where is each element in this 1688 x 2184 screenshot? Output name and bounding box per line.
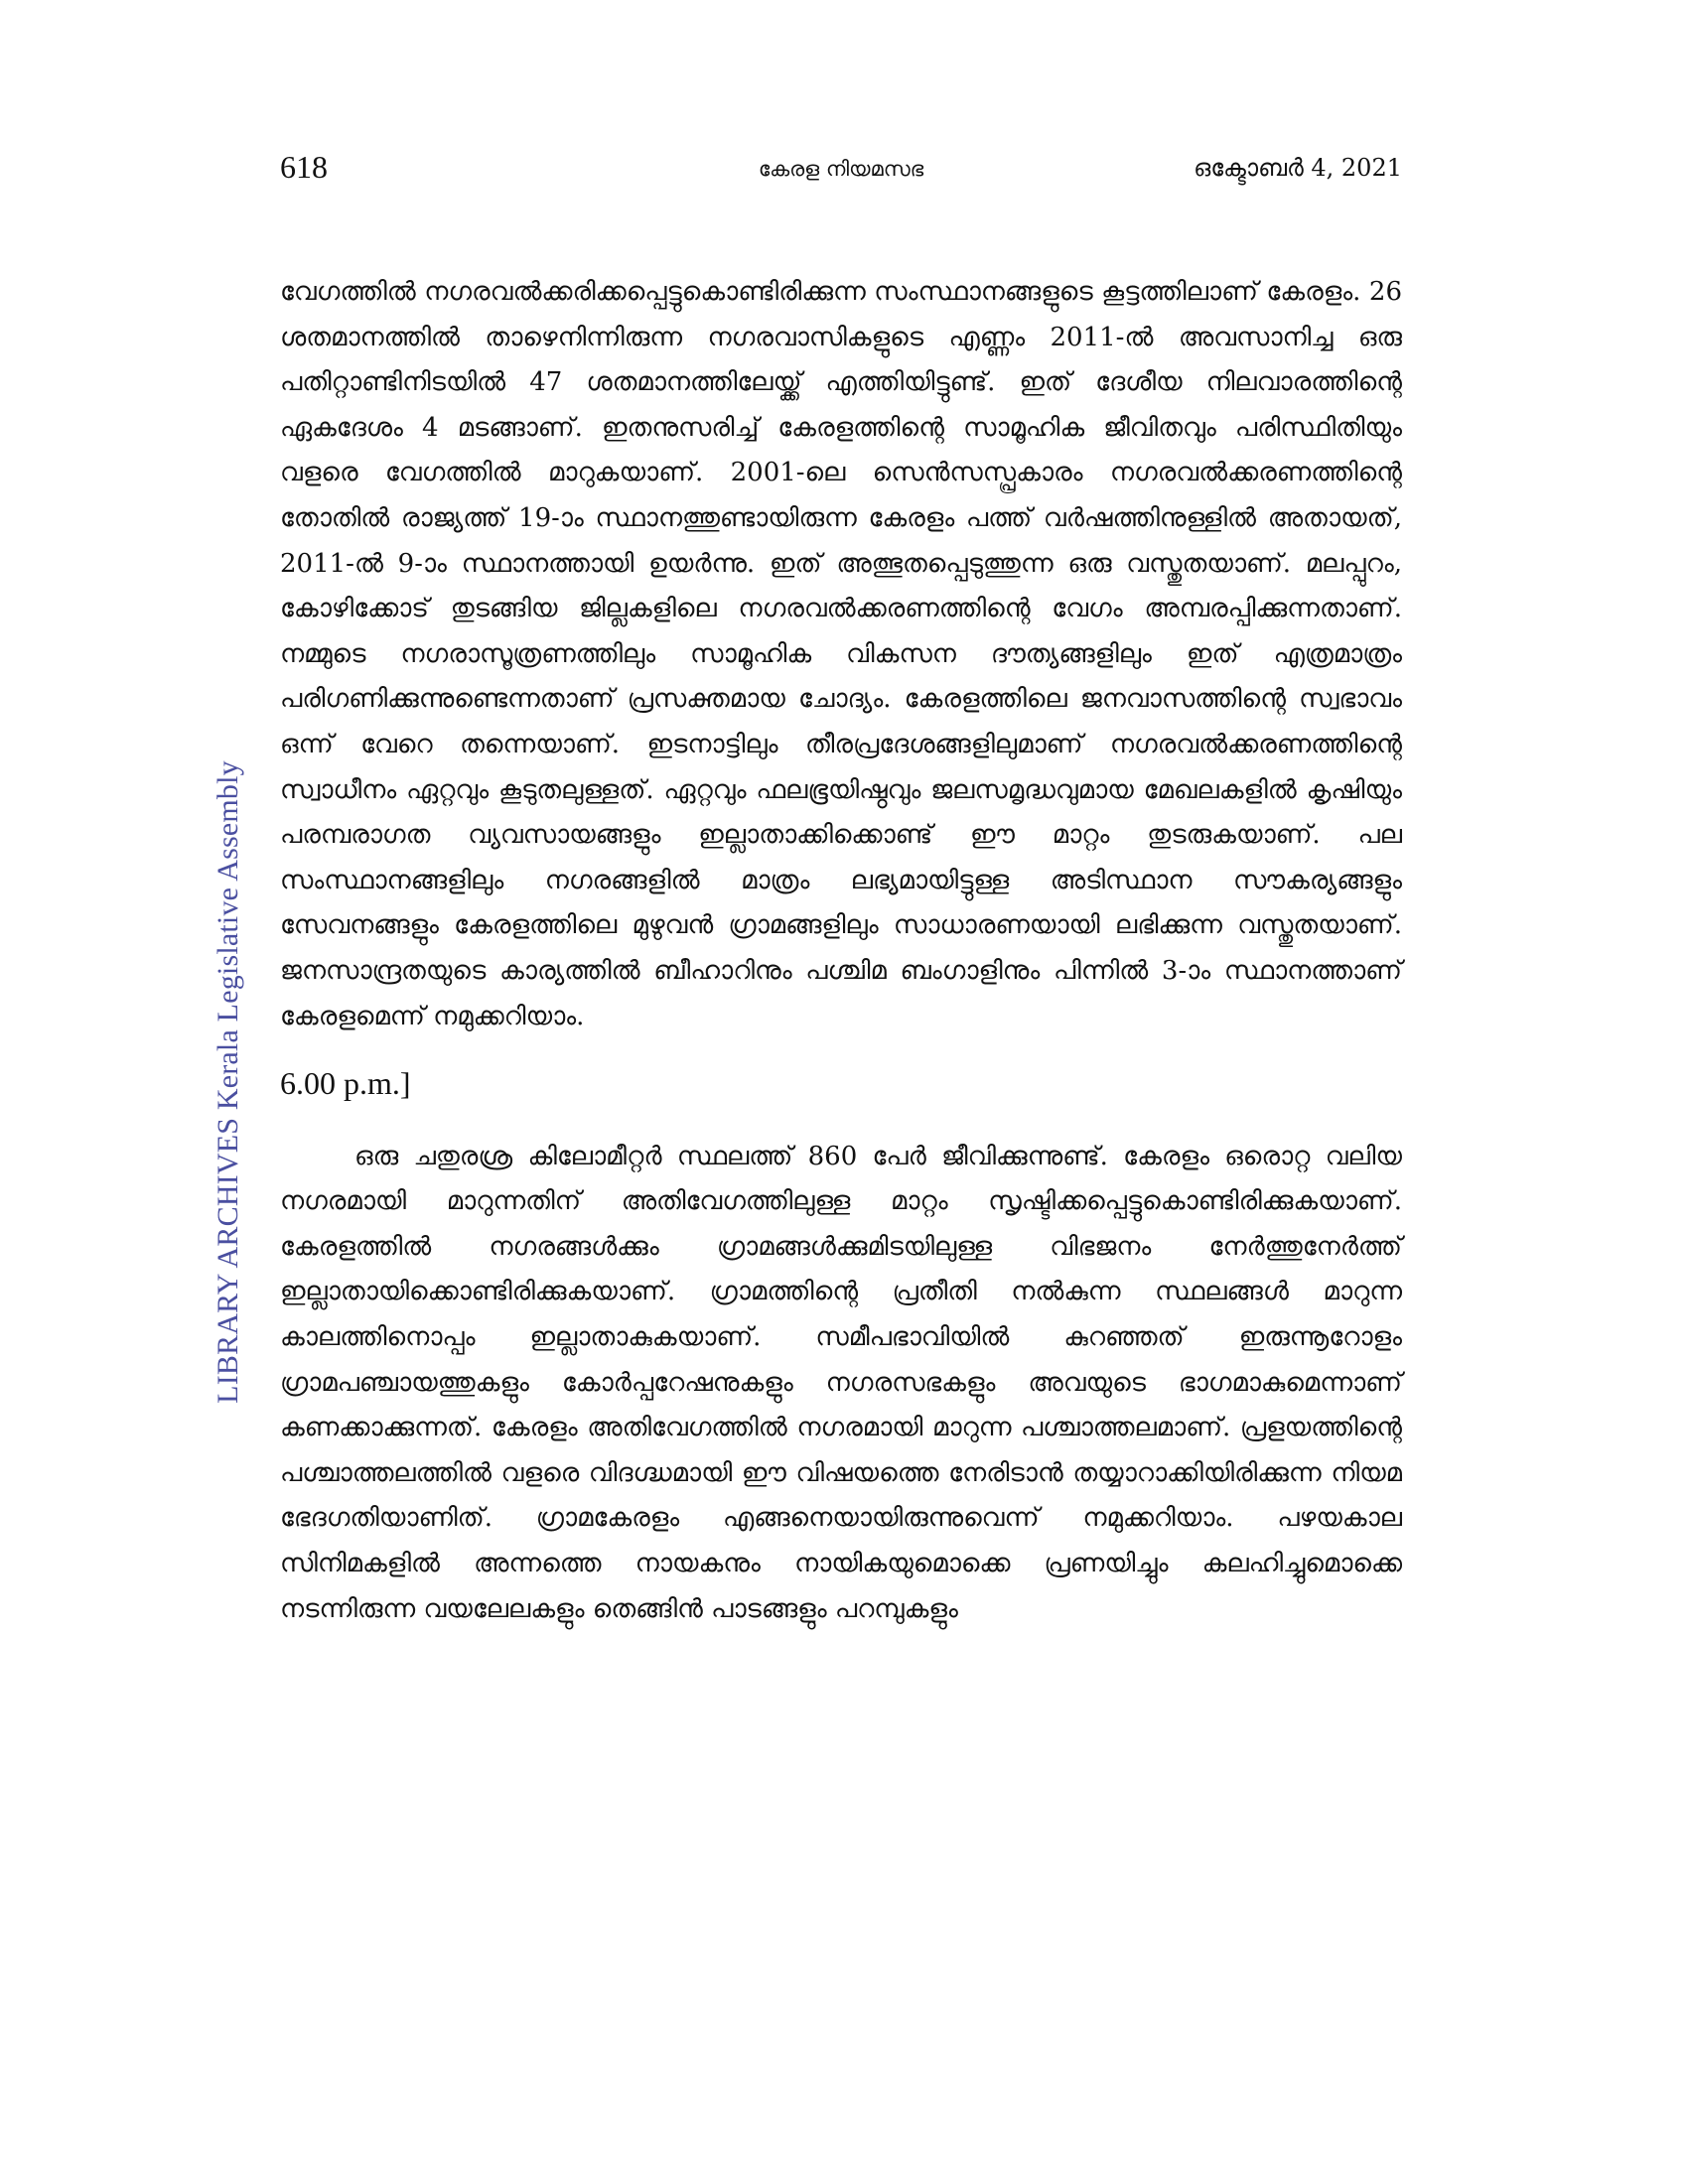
running-title: കേരള നിയമസഭ xyxy=(758,157,924,181)
header-date: ഒക്ടോബർ 4, 2021 xyxy=(1194,154,1402,182)
paragraph: വേഗത്തിൽ നഗരവൽക്കരിക്കപ്പെട്ടുകൊണ്ടിരിക്കുന്ന സംസ്ഥാനങ്ങളുടെ കൂട്ടത്തിലാണ് കേരളം. 26 ശതമാനത്തിൽ താഴെനിന്നിരുന്ന നഗരവാസികളുടെ എണ്ണം 2011-ൽ അവസാനിച്ച ഒരു പതിറ്റാണ്ടിനിടയിൽ 47 ശതമാനത്തിലേയ്ക്ക് എത്തിയിട്ടുണ്ട്. ഇത് ദേശീയ നിലവാരത്തിന്റെ ഏകദേശം 4 മടങ്ങാണ്. ഇതനുസരിച്ച് കേരളത്തിന്റെ സാമൂഹിക ജീവിതവും പരിസ്ഥിതിയും വളരെ വേഗത്തിൽ മാറുകയാണ്. 2001-ലെ സെൻസസ്പ്രകാരം നഗരവൽക്കരണത്തിന്റെ തോതിൽ രാജ്യത്ത് 19-ാം സ്ഥാനത്തുണ്ടായിരുന്ന കേരളം പത്ത് വർഷത്തിനുള്ളിൽ അതായത്, 2011-ൽ 9-ാം സ്ഥാനത്തായി ഉയർന്നു. ഇത് അത്ഭുതപ്പെടുത്തുന്ന ഒരു വസ്തുതയാണ്. മലപ്പുറം, കോഴിക്കോട് തുടങ്ങിയ ജില്ലകളിലെ നഗരവൽക്കരണത്തിന്റെ വേഗം അമ്പരപ്പിക്കുന്നതാണ്. നമ്മുടെ നഗരാസൂത്രണത്തിലും സാമൂഹിക വികസന ദൗത്യങ്ങളിലും ഇത് എത്രമാത്രം പരിഗണിക്കുന്നുണ്ടെന്നതാണ് പ്രസക്തമായ ചോദ്യം. കേരളത്തിലെ ജനവാസത്തിന്റെ സ്വഭാവം ഒന്ന് വേറെ തന്നെയാണ്. ഇടനാട്ടിലും തീരപ്രദേശങ്ങളിലുമാണ് നഗരവൽക്കരണത്തിന്റെ സ്വാധീനം ഏറ്റവും കൂടുതലുള്ളത്. ഏറ്റവും ഫലഭൂയിഷ്ഠവും ജലസമൃദ്ധവുമായ മേഖലകളിൽ കൃഷിയും പരമ്പരാഗത വ്യവസായങ്ങളും ഇല്ലാതാക്കിക്കൊണ്ട് ഈ മാറ്റം തുടരുകയാണ്. പല സംസ്ഥാനങ്ങളിലും നഗരങ്ങളിൽ മാത്രം ലഭ്യമായിട്ടുള്ള അടിസ്ഥാന സൗകര്യങ്ങളും സേവനങ്ങളും കേരളത്തിലെ മുഴുവൻ ഗ്രാമങ്ങളിലും സാധാരണയായി ലഭിക്കുന്ന വസ്തുതയാണ്. ജനസാന്ദ്രതയുടെ കാര്യത്തിൽ ബീഹാറിനും പശ്ചിമ ബംഗാളിനും പിന്നിൽ 3-ാം സ്ഥാനത്താണ് കേരളമെന്ന് നമുക്കറിയാം. xyxy=(280,277,1402,1031)
page-header xyxy=(280,149,1402,189)
proceedings-text xyxy=(280,270,1402,1632)
archive-watermark: LIBRARY ARCHIVES Kerala Legislative Assembly xyxy=(211,760,244,1404)
time-stamp: 6.00 p.m.] xyxy=(280,1065,411,1102)
paragraph: ഒരു ചതുരശ്ര കിലോമീറ്റർ സ്ഥലത്ത് 860 പേർ ജീവിക്കുന്നുണ്ട്. കേരളം ഒരൊറ്റ വലിയ നഗരമായി മാറുന്നതിന് അതിവേഗത്തിലുള്ള മാറ്റം സൃഷ്ടിക്കപ്പെട്ടുകൊണ്ടിരിക്കുകയാണ്. കേരളത്തിൽ നഗരങ്ങൾക്കും ഗ്രാമങ്ങൾക്കുമിടയിലുള്ള വിഭജനം നേർത്തുനേർത്ത് ഇല്ലാതായിക്കൊണ്ടിരിക്കുകയാണ്. ഗ്രാമത്തിന്റെ പ്രതീതി നൽകുന്ന സ്ഥലങ്ങൾ മാറുന്ന കാലത്തിനൊപ്പം ഇല്ലാതാകുകയാണ്. സമീപഭാവിയിൽ കുറഞ്ഞത് ഇരുന്നൂറോളം ഗ്രാമപഞ്ചായത്തുകളും കോർപ്പറേഷനുകളും നഗരസഭകളും അവയുടെ ഭാഗമാകുമെന്നാണ് കണക്കാക്കുന്നത്. കേരളം അതിവേഗത്തിൽ നഗരമായി മാറുന്ന പശ്ചാത്തലമാണ്. പ്രളയത്തിന്റെ പശ്ചാത്തലത്തിൽ വളരെ വിദഗ്ദ്ധമായി ഈ വിഷയത്തെ നേരിടാൻ തയ്യാറാക്കിയിരിക്കുന്ന നിയമ ഭേദഗതിയാണിത്. ഗ്രാമകേരളം എങ്ങനെയായിരുന്നുവെന്ന് നമുക്കറിയാം. പഴയകാല സിനിമകളിൽ അന്നത്തെ നായകനും നായികയുമൊക്കെ പ്രണയിച്ചും കലഹിച്ചുമൊക്കെ നടന്നിരുന്ന വയലേലകളും തെങ്ങിൻ പാടങ്ങളും പറമ്പുകളും xyxy=(280,1141,1402,1624)
page-number: 618 xyxy=(280,149,328,185)
